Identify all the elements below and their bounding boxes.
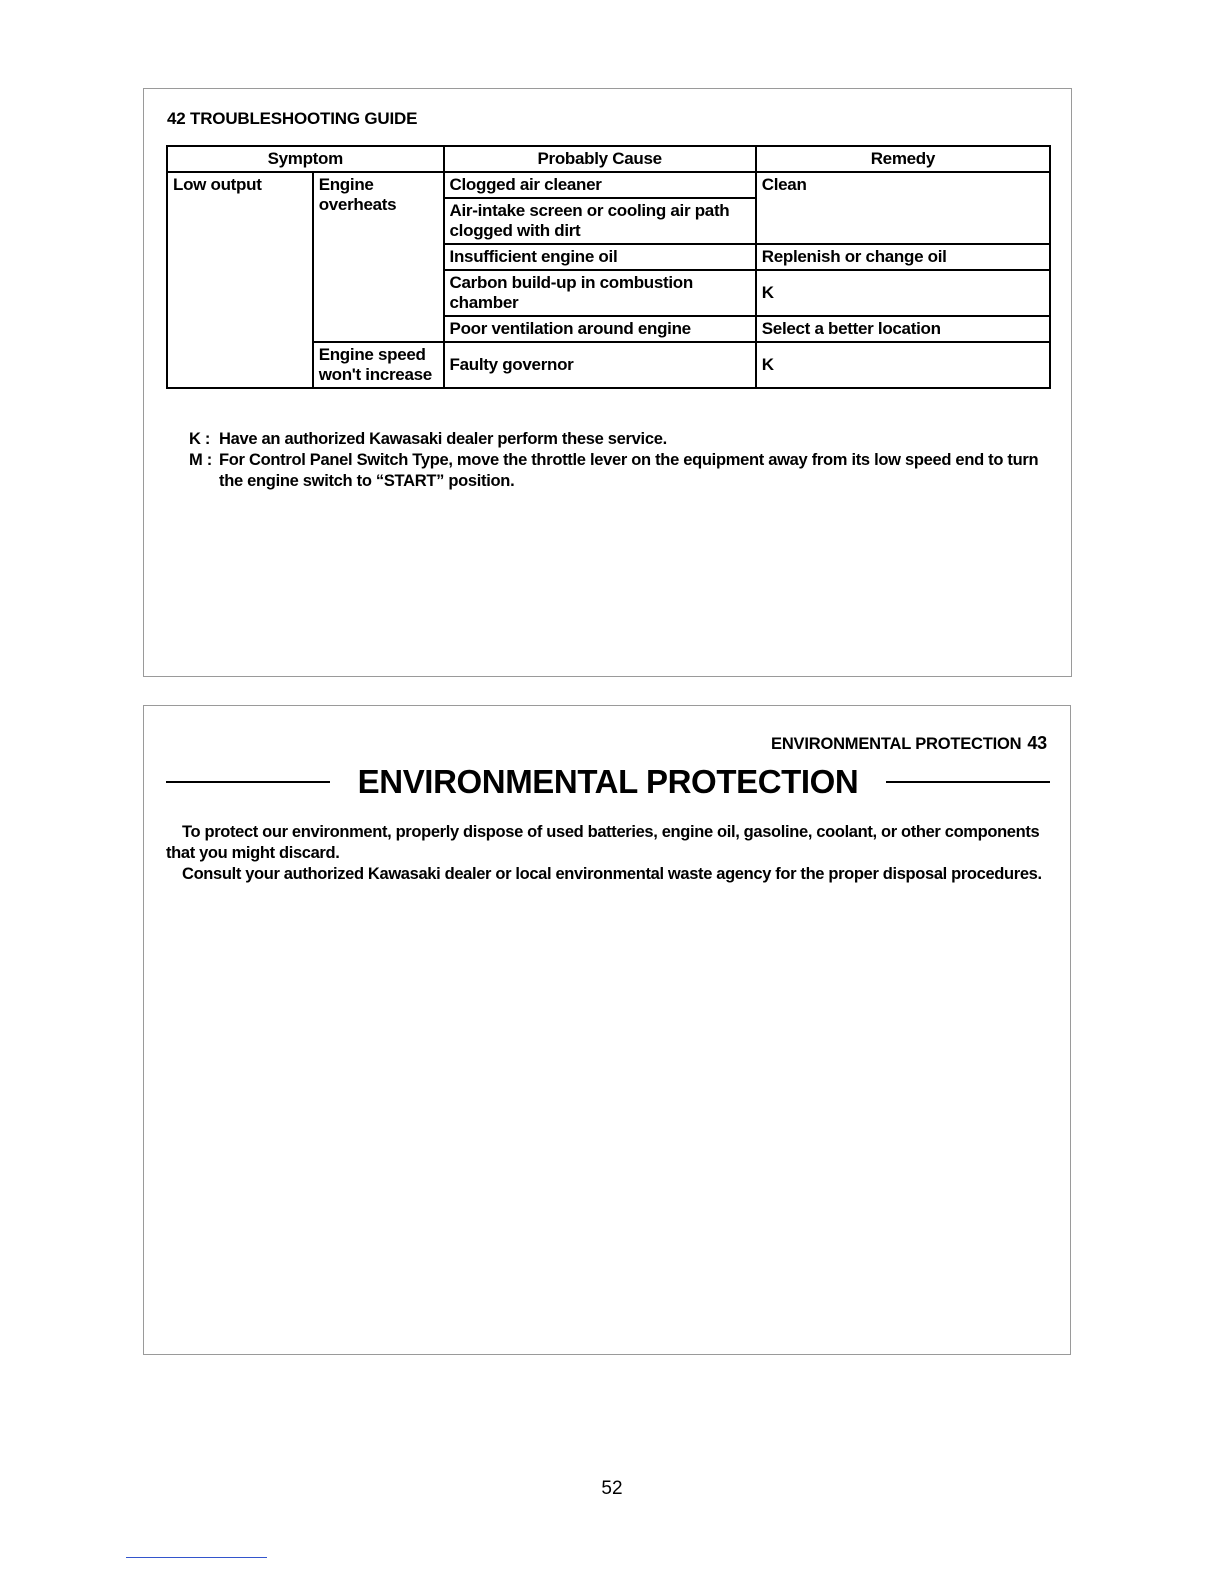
remedy-cell: Replenish or change oil xyxy=(756,244,1050,270)
footnote-text: Have an authorized Kawasaki dealer perform these service. xyxy=(219,430,667,448)
col-header-cause: Probably Cause xyxy=(444,146,756,172)
title-rule-right xyxy=(886,781,1050,783)
sub-symptom-cell: Engine speed won't increase xyxy=(313,342,444,388)
remedy-cell: K xyxy=(756,270,1050,316)
manual-page-42 xyxy=(143,88,1072,677)
footnotes xyxy=(189,429,1049,492)
cause-cell: Air-intake screen or cooling air path clogged with dirt xyxy=(444,198,756,244)
cause-cell: Carbon build-up in combustion chamber xyxy=(444,270,756,316)
cause-cell: Insufficient engine oil xyxy=(444,244,756,270)
cause-cell: Poor ventilation around engine xyxy=(444,316,756,342)
title-row xyxy=(166,760,1050,804)
remedy-cell: K xyxy=(756,342,1050,388)
table-row xyxy=(167,172,1050,198)
paragraph: To protect our environment, properly dispose of used batteries, engine oil, gasoline, coolant, or other components that you might discard. xyxy=(166,823,1040,862)
remedy-cell: Select a better location xyxy=(756,316,1050,342)
section-header: 42 TROUBLESHOOTING GUIDE xyxy=(167,109,418,128)
manual-page-43 xyxy=(143,705,1071,1355)
page-number: 52 xyxy=(601,1478,623,1499)
cause-cell: Clogged air cleaner xyxy=(444,172,756,198)
symptom-cell: Low output xyxy=(167,172,313,388)
page-title: ENVIRONMENTAL PROTECTION xyxy=(357,763,859,800)
footnote-rule xyxy=(126,1557,267,1558)
col-header-remedy: Remedy xyxy=(756,146,1050,172)
footnote-key: M : xyxy=(189,451,212,469)
footnote-k xyxy=(189,429,1049,450)
sub-symptom-cell: Engine overheats xyxy=(313,172,444,342)
running-head-page-number: 43 xyxy=(1027,733,1047,753)
footnote-m xyxy=(189,450,1049,492)
col-header-symptom: Symptom xyxy=(167,146,444,172)
table-header-row xyxy=(167,146,1050,172)
running-head-title: ENVIRONMENTAL PROTECTION xyxy=(771,735,1022,753)
paragraph: Consult your authorized Kawasaki dealer or local environmental waste agency for the proper disposal procedures. xyxy=(182,865,1042,883)
footnote-text: For Control Panel Switch Type, move the throttle lever on the equipment away from its low speed end to turn the engine switch to “START” position. xyxy=(219,451,1039,490)
cause-cell: Faulty governor xyxy=(444,342,756,388)
troubleshooting-table xyxy=(166,145,1051,389)
running-head xyxy=(771,733,1047,754)
title-rule-left xyxy=(166,781,330,783)
footnote-key: K : xyxy=(189,430,211,448)
remedy-cell: Clean xyxy=(756,172,1050,244)
body-text xyxy=(166,822,1050,885)
